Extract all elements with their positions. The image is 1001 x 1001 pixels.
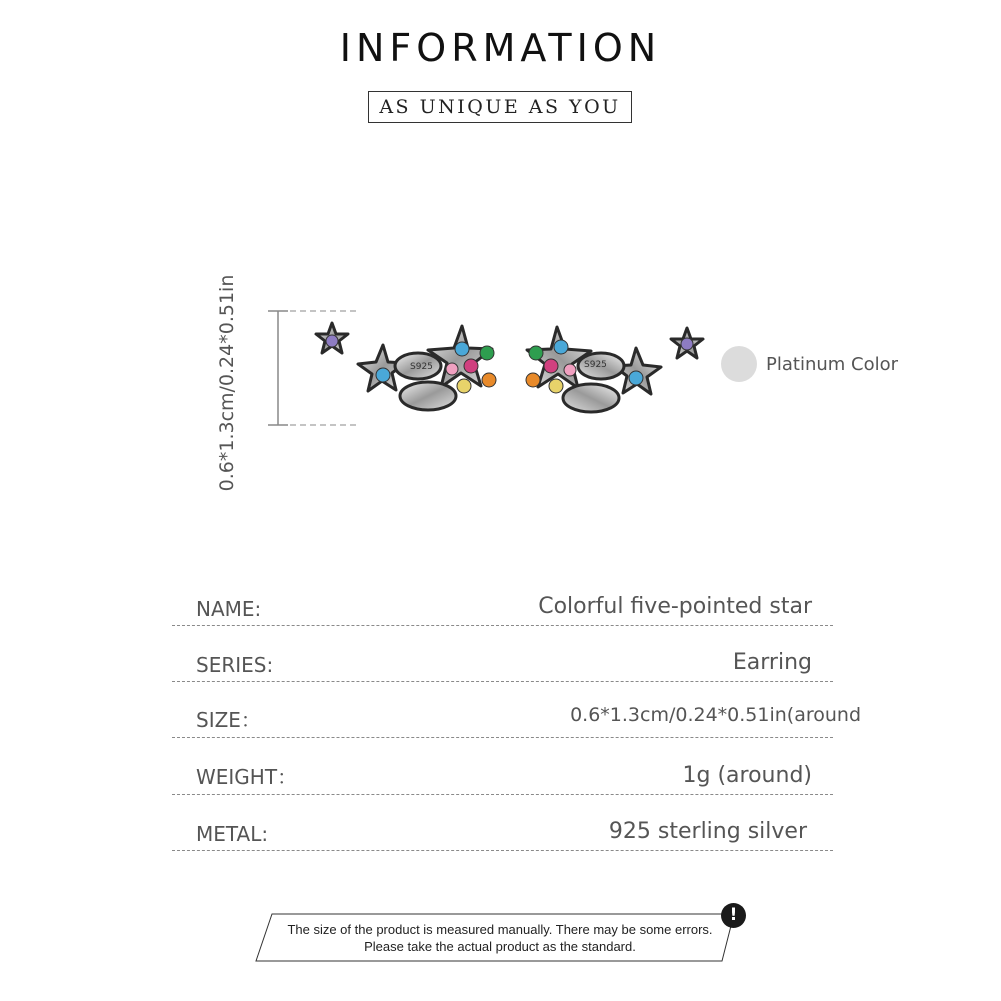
page-subtitle: AS UNIQUE AS YOU: [368, 91, 632, 123]
spec-value: Colorful five-pointed star: [538, 594, 812, 619]
notice-text: [275, 921, 725, 955]
notice-line-2: Please take the actual product as the standard.: [364, 939, 636, 954]
left-stamp: S925: [410, 362, 433, 372]
color-option-label: Platinum Color: [766, 354, 899, 375]
exclamation-icon: !: [721, 903, 746, 928]
spec-value: 0.6*1.3cm/0.24*0.51in(around: [570, 704, 861, 726]
dimension-label: 0.6*1.3cm/0.24*0.51in: [216, 274, 238, 492]
spec-key: NAME:: [196, 597, 262, 621]
page-title: INFORMATION: [339, 26, 662, 70]
spec-value: 925 sterling silver: [608, 819, 807, 844]
spec-value: 1g (around): [682, 763, 812, 788]
spec-key: METAL:: [196, 822, 269, 846]
spec-value: Earring: [732, 650, 812, 675]
notice-line-1: The size of the product is measured manually. There may be some errors.: [287, 922, 713, 937]
spec-key: WEIGHT：: [196, 765, 298, 789]
spec-key: SIZE：: [196, 708, 261, 732]
right-stamp: S925: [584, 360, 607, 370]
spec-key: SERIES:: [196, 653, 274, 677]
